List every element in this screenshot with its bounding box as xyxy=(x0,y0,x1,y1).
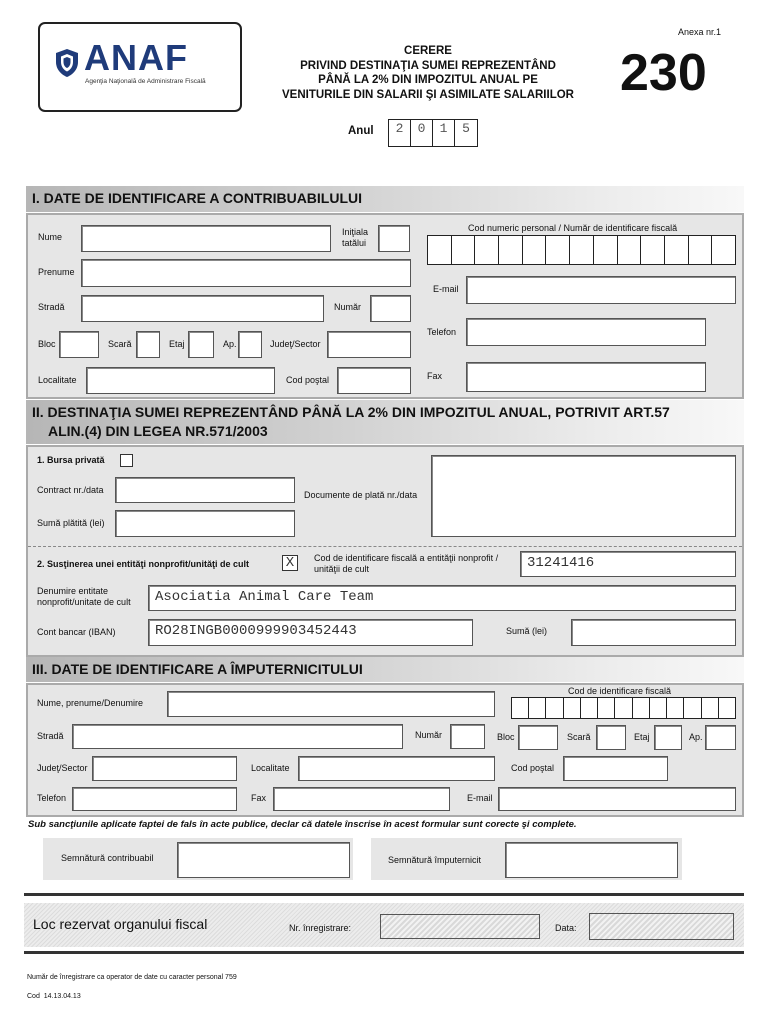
strada-field[interactable] xyxy=(81,295,324,322)
label-imp-bloc: Bloc xyxy=(497,732,515,742)
label-semnatura-contribuabil: Semnătură contribuabil xyxy=(61,853,154,863)
label-imp-cod-postal: Cod poştal xyxy=(511,763,555,773)
cif-label-line: Cod de identificare fiscală a entităţii nonprofit / xyxy=(314,553,499,563)
label-imp-ap: Ap. xyxy=(689,732,703,742)
label-bursa: 1. Bursa privată xyxy=(37,455,105,465)
section-2-title-line: ALIN.(4) DIN LEGEA NR.571/2003 xyxy=(48,423,268,439)
reserved-top-rule xyxy=(24,893,744,896)
email-field[interactable] xyxy=(466,276,736,304)
label-imp-telefon: Telefon xyxy=(37,793,67,803)
label-imp-localitate: Localitate xyxy=(251,763,290,773)
label-etaj: Etaj xyxy=(169,339,185,349)
label-fax: Fax xyxy=(427,371,443,381)
judet-field[interactable] xyxy=(327,331,411,358)
label-initiala xyxy=(342,227,368,249)
label-denumire xyxy=(37,586,131,608)
imp-fax-field[interactable] xyxy=(273,787,450,811)
imp-cif-field[interactable] xyxy=(511,697,736,719)
sustinere-checkbox[interactable]: X xyxy=(282,555,298,571)
year-field[interactable] xyxy=(388,119,478,147)
year-digit: 1 xyxy=(433,120,455,146)
nr-inregistrare-field xyxy=(380,914,540,939)
imp-email-field[interactable] xyxy=(498,787,736,811)
label-suma-lei: Sumă (lei) xyxy=(506,626,548,636)
label-strada: Stradă xyxy=(38,302,65,312)
documente-field[interactable] xyxy=(431,455,736,537)
scara-field[interactable] xyxy=(136,331,160,358)
label-sustinere: 2. Susţinerea unei entităţi nonprofit/unităţi de cult xyxy=(37,559,250,569)
prenume-field[interactable] xyxy=(81,259,411,287)
label-numar: Număr xyxy=(334,302,362,312)
cod-postal-field[interactable] xyxy=(337,367,411,394)
label-imp-etaj: Etaj xyxy=(634,732,650,742)
label-documente: Documente de plată nr./data xyxy=(304,490,418,500)
anaf-logo-box xyxy=(38,22,242,112)
year-label: Anul xyxy=(348,125,374,137)
title-line: VENITURILE DIN SALARII ŞI ASIMILATE SALARIILOR xyxy=(282,88,574,101)
imp-bloc-field[interactable] xyxy=(518,725,558,750)
label-imp-numar: Număr xyxy=(415,730,443,740)
title-line: PRIVIND DESTINAŢIA SUMEI REPREZENTÂND xyxy=(300,59,556,72)
cif-entitate-field[interactable]: 31241416 xyxy=(520,551,736,577)
label-imp-scara: Scară xyxy=(567,732,591,742)
reserved-title: Loc rezervat organului fiscal xyxy=(33,916,208,932)
logo-subtitle: Agenţia Naţională de Administrare Fiscală xyxy=(85,78,206,85)
year-digit: 5 xyxy=(462,121,470,136)
label-email: E-mail xyxy=(433,284,459,294)
label-bloc: Bloc xyxy=(38,339,56,349)
label-cnp: Cod numeric personal / Număr de identificare fiscală xyxy=(468,223,678,233)
label-data: Data: xyxy=(555,923,577,933)
year-digit: 0 xyxy=(411,120,433,146)
label-iban: Cont bancar (IBAN) xyxy=(37,627,116,637)
label-nr-inregistrare: Nr. înregistrare: xyxy=(289,923,352,933)
imp-strada-field[interactable] xyxy=(72,724,403,749)
reserved-bottom-rule xyxy=(24,951,744,954)
label-judet: Judeţ/Sector xyxy=(270,339,321,349)
label-imp-fax: Fax xyxy=(251,793,267,803)
logo-text: ANAF xyxy=(84,37,188,78)
annex-label: Anexa nr.1 xyxy=(678,27,722,37)
label-imp-strada: Stradă xyxy=(37,731,64,741)
label-semnatura-imputernicit: Semnătură împuternicit xyxy=(388,855,482,865)
bloc-field[interactable] xyxy=(59,331,99,358)
title-line: PÂNĂ LA 2% DIN IMPOZITUL ANUAL PE xyxy=(318,74,538,86)
section-2-divider xyxy=(28,546,742,547)
section-3-title: III. DATE DE IDENTIFICARE A ÎMPUTERNICITULUI xyxy=(26,657,744,682)
contract-field[interactable] xyxy=(115,477,295,503)
imp-numar-field[interactable] xyxy=(450,724,485,749)
data-field xyxy=(589,913,734,940)
declaration-text: Sub sancţiunile aplicate faptei de fals în acte publice, declar că datele înscrise în acest formular sunt corecte şi complete. xyxy=(28,819,577,830)
label-imp-email: E-mail xyxy=(467,793,493,803)
cif-label-line: unităţii de cult xyxy=(314,564,370,574)
denumire-label-line: Denumire entitate xyxy=(37,586,109,596)
bursa-checkbox[interactable] xyxy=(120,454,133,467)
label-nume: Nume xyxy=(38,232,63,242)
imp-cod-postal-field[interactable] xyxy=(563,756,668,781)
denumire-field[interactable]: Asociatia Animal Care Team xyxy=(148,585,736,611)
label-scara: Scară xyxy=(108,339,132,349)
iban-field[interactable]: RO28INGB0000999903452443 xyxy=(148,619,473,646)
label-imp-nume: Nume, prenume/Denumire xyxy=(37,698,144,708)
initiala-field[interactable] xyxy=(378,225,410,252)
semnatura-imputernicit-field[interactable] xyxy=(505,842,678,878)
suma-platita-field[interactable] xyxy=(115,510,295,537)
anaf-shield-icon xyxy=(55,48,79,78)
initiala-line: Iniţiala xyxy=(342,227,369,237)
telefon-field[interactable] xyxy=(466,318,706,346)
imp-judet-field[interactable] xyxy=(92,756,237,781)
imp-nume-field[interactable] xyxy=(167,691,495,717)
label-ap: Ap. xyxy=(223,339,237,349)
numar-field[interactable] xyxy=(370,295,411,322)
form-number: 230 xyxy=(620,44,707,102)
label-prenume: Prenume xyxy=(38,267,75,277)
imp-scara-field[interactable] xyxy=(596,725,626,750)
operator-note: Număr de înregistrare ca operator de date cu caracter personal 759 xyxy=(27,974,237,981)
label-cod-postal: Cod poştal xyxy=(286,375,330,385)
imp-etaj-field[interactable] xyxy=(654,725,682,750)
fax-field[interactable] xyxy=(466,362,706,392)
denumire-label-line: nonprofit/unitate de cult xyxy=(37,597,131,607)
title-line: CERERE xyxy=(404,45,452,57)
imp-localitate-field[interactable] xyxy=(298,756,495,781)
label-suma-platita: Sumă plătită (lei) xyxy=(37,518,105,528)
nume-field[interactable] xyxy=(81,225,331,252)
year-digit: 2 xyxy=(389,120,411,146)
section-1-title: I. DATE DE IDENTIFICARE A CONTRIBUABILULUI xyxy=(26,186,744,212)
section-2-title xyxy=(26,400,744,444)
label-localitate: Localitate xyxy=(38,375,77,385)
label-contract: Contract nr./data xyxy=(37,485,104,495)
label-imp-judet: Judeţ/Sector xyxy=(37,763,88,773)
label-imp-cif: Cod de identificare fiscală xyxy=(568,686,672,696)
section-2-title-line: II. DESTINAŢIA SUMEI REPREZENTÂND PÂNĂ LA 2% DIN IMPOZITUL ANUAL, POTRIVIT ART.57 xyxy=(32,404,670,420)
semnatura-contribuabil-field[interactable] xyxy=(177,842,350,878)
initiala-line: tatălui xyxy=(342,238,367,248)
form-code: Cod 14.13.04.13 xyxy=(27,993,81,1000)
imp-ap-field[interactable] xyxy=(705,725,736,750)
ap-field[interactable] xyxy=(238,331,262,358)
etaj-field[interactable] xyxy=(188,331,214,358)
imp-telefon-field[interactable] xyxy=(72,787,237,811)
label-telefon: Telefon xyxy=(427,327,457,337)
label-cif-entitate xyxy=(314,553,498,575)
form-title xyxy=(270,44,586,102)
suma-lei-field[interactable] xyxy=(571,619,736,646)
localitate-field[interactable] xyxy=(86,367,275,394)
cnp-field[interactable] xyxy=(427,235,736,265)
